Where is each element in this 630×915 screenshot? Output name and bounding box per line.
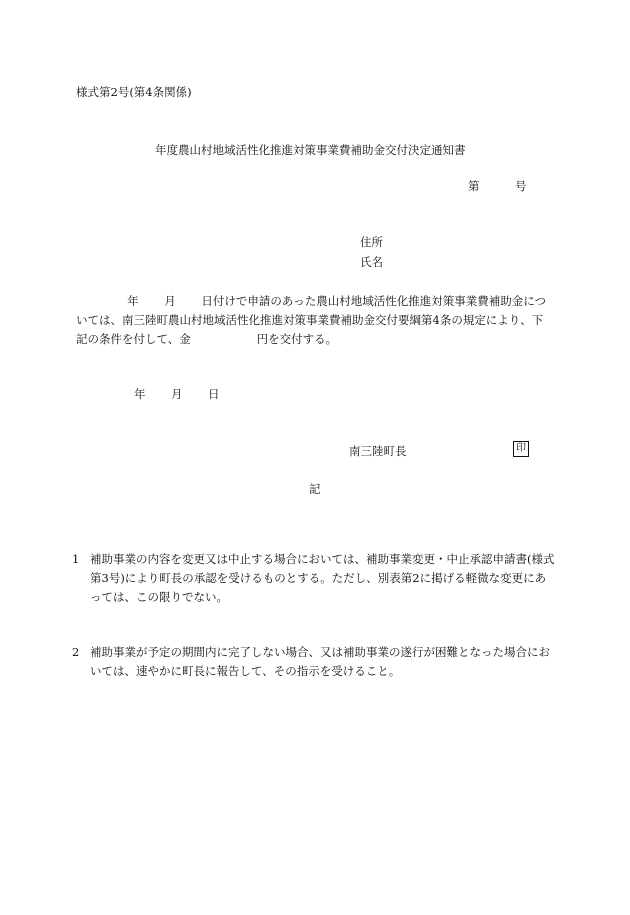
date-month: 月 [171, 387, 183, 401]
seal-stamp: 印 [513, 441, 529, 457]
body-line1-rest: 日付けで申請のあった農山村地域活性化推進対策事業費補助金につ [201, 294, 547, 308]
body-month: 月 [164, 294, 176, 308]
form-label: 様式第2号(第4条関係) [76, 85, 192, 99]
doc-number-go: 号 [515, 179, 527, 193]
name-label: 氏名 [360, 255, 383, 269]
condition-item [72, 550, 556, 607]
date-year: 年 [134, 387, 146, 401]
body-line3-b: 円を交付する。 [256, 332, 338, 346]
issuer-name: 南三陸町長 [349, 444, 407, 458]
body-line-3 [76, 330, 556, 349]
doc-number-dai: 第 [468, 179, 480, 193]
date-day: 日 [208, 387, 220, 401]
condition-text: 補助事業の内容を変更又は中止する場合においては、補助事業変更・中止承認申請書(様式第3号)により町長の承認を受けるものとする。ただし、別表第2に掲げる軽微な変更にあっては、この限りでない。 [90, 552, 555, 604]
condition-item [72, 643, 556, 681]
ki-heading: 記 [309, 482, 321, 496]
body-paragraph [76, 292, 556, 349]
condition-number: 1 [72, 552, 80, 566]
body-line-2: いては、南三陸町農山村地域活性化推進対策事業費補助金交付要綱第4条の規定により、下 [76, 313, 544, 327]
conditions-list [72, 518, 556, 713]
body-line-1 [76, 292, 556, 311]
condition-number: 2 [72, 645, 80, 659]
body-line3-a: 記の条件を付して、金 [76, 332, 191, 346]
body-year: 年 [127, 294, 139, 308]
address-label: 住所 [360, 235, 383, 249]
document-title: 年度農山村地域活性化推進対策事業費補助金交付決定通知書 [155, 143, 466, 157]
condition-text: 補助事業が予定の期間内に完了しない場合、又は補助事業の遂行が困難となった場合においては、速やかに町長に報告して、その指示を受けること。 [90, 645, 550, 678]
